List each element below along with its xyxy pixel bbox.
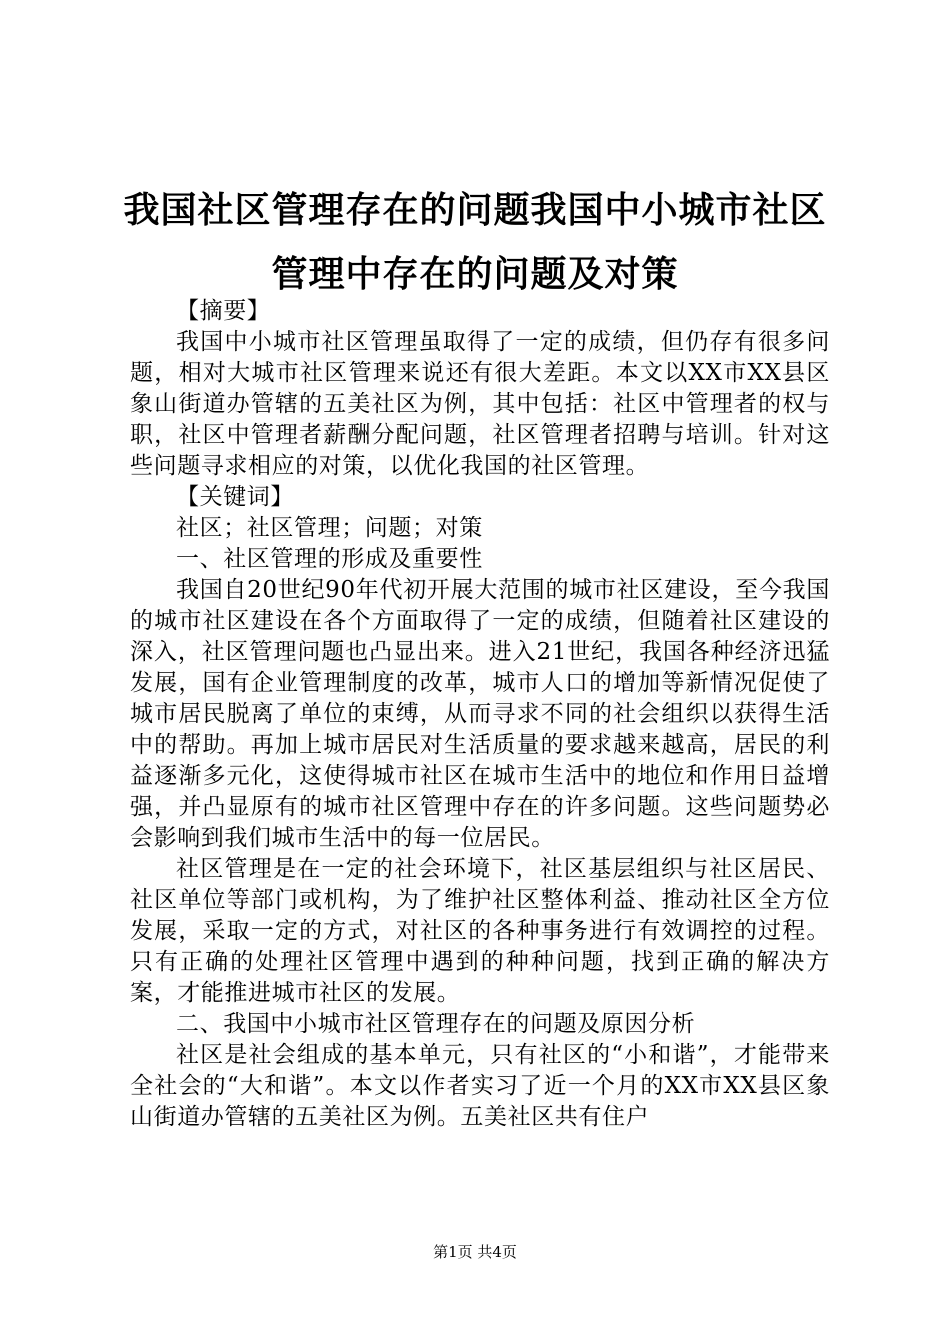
body-paragraph: 社区管理是在一定的社会环境下，社区基层组织与社区居民、社区单位等部门或机构，为了维护社区整体利益、推动社区全方位发展，采取一定的方式，对社区的各种事务进行有效调控的过程。只有正确的处理社区管理中遇到的种种问题，找到正确的解决方案，才能推进城市社区的发展。	[130, 856, 830, 1006]
body-paragraph: 我国自20世纪90年代初开展大范围的城市社区建设，至今我国的城市社区建设在各个方面取得了一定的成绩，但随着社区建设的深入，社区管理问题也凸显出来。进入21世纪，我国各种经济迅猛发展，国有企业管理制度的改革，城市人口的增加等新情况促使了城市居民脱离了单位的束缚，从而寻求不同的社会组织以获得生活中的帮助。再加上城市居民对生活质量的要求越来越高，居民的利益逐渐多元化，这使得城市社区在城市生活中的地位和作用日益增强，并凸显原有的城市社区管理中存在的许多问题。这些问题势必会影响到我们城市生活中的每一位居民。	[130, 577, 830, 851]
body-paragraph: 社区是社会组成的基本单元，只有社区的“小和谐”，才能带来全社会的“大和谐”。本文以作者实习了近一个月的XX市XX县区象山街道办管辖的五美社区为例。五美社区共有住户	[130, 1042, 830, 1130]
keywords-heading: 【关键词】	[176, 484, 294, 510]
abstract-heading: 【摘要】	[176, 298, 271, 324]
keywords-line: 社区；社区管理；问题；对策	[176, 515, 483, 541]
section-heading-2: 二、我国中小城市社区管理存在的问题及原因分析	[176, 1011, 696, 1037]
document-title: 我国社区管理存在的问题我国中小城市社区管理中存在的问题及对策	[123, 189, 827, 295]
document-body	[130, 296, 830, 1133]
section-heading-1: 一、社区管理的形成及重要性	[176, 546, 483, 572]
page-footer: 第1页 共4页	[433, 1243, 517, 1261]
abstract-paragraph: 我国中小城市社区管理虽取得了一定的成绩，但仍存有很多问题，相对大城市社区管理来说还有很大差距。本文以XX市XX县区象山街道办管辖的五美社区为例，其中包括：社区中管理者的权与职，社区中管理者薪酬分配问题，社区管理者招聘与培训。针对这些问题寻求相应的对策，以优化我国的社区管理。	[130, 329, 830, 479]
